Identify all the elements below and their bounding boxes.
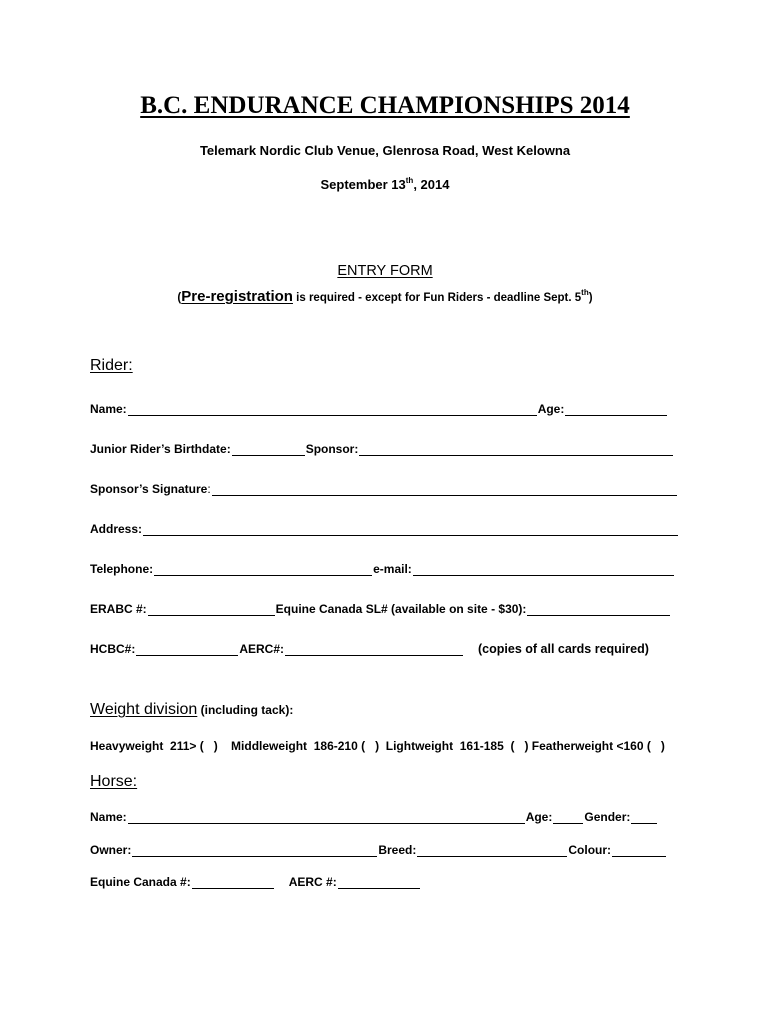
horse-aerc-field[interactable] <box>338 876 420 889</box>
hcbc-field[interactable] <box>136 643 238 656</box>
rider-name-field[interactable] <box>128 403 537 416</box>
breed-label: Breed: <box>378 843 417 857</box>
equine-canada-sl-label: Equine Canada SL# (available on site - $30): <box>275 602 527 616</box>
erabc-equine-row <box>90 602 671 616</box>
rider-name-row <box>90 402 668 416</box>
email-field[interactable] <box>413 563 674 576</box>
sponsor-field[interactable] <box>359 443 673 456</box>
preregistration-note <box>0 288 770 305</box>
sponsor-label: Sponsor: <box>305 442 359 456</box>
horse-name-row <box>90 810 658 824</box>
owner-field[interactable] <box>132 844 377 857</box>
horse-age-label: Age: <box>525 810 553 824</box>
owner-breed-colour-row <box>90 843 667 857</box>
horse-gender-label: Gender: <box>584 810 631 824</box>
prereg-close-paren: ) <box>588 292 593 304</box>
page-title: B.C. ENDURANCE CHAMPIONSHIPS 2014 <box>140 92 630 119</box>
event-date-text: September 13 <box>320 177 406 192</box>
rider-name-label: Name: <box>90 402 127 416</box>
prereg-open-paren: ( <box>177 292 182 304</box>
telephone-field[interactable] <box>154 563 372 576</box>
horse-name-field[interactable] <box>128 811 525 824</box>
weight-division-note: (including tack): <box>197 703 294 717</box>
hcbc-label: HCBC#: <box>90 642 136 656</box>
junior-sponsor-row <box>90 442 674 456</box>
sponsor-signature-row <box>90 482 678 496</box>
venue-line: Telemark Nordic Club Venue, Glenrosa Road, West Kelowna <box>199 143 571 158</box>
owner-label: Owner: <box>90 843 132 857</box>
horse-section-heading: Horse: <box>90 773 138 790</box>
junior-birthdate-field[interactable] <box>232 443 305 456</box>
breed-field[interactable] <box>417 844 567 857</box>
horse-age-field[interactable] <box>553 811 583 824</box>
weight-division-label: Weight division <box>90 701 198 718</box>
horse-gender-field[interactable] <box>631 811 657 824</box>
prereg-text: is required - except for Fun Riders - deadline Sept. 5 <box>292 292 582 304</box>
address-label: Address: <box>90 522 143 536</box>
event-date-year: , 2014 <box>413 177 450 192</box>
erabc-label: ERABC #: <box>90 602 147 616</box>
erabc-field[interactable] <box>148 603 275 616</box>
weight-division-options[interactable]: Heavyweight 211> ( ) Middleweight 186-210 ( ) Lightweight 161-185 ( ) Featherweight <160 ( ) <box>90 739 665 753</box>
equine-canada-sl-field[interactable] <box>527 603 670 616</box>
telephone-email-row <box>90 562 675 576</box>
hcbc-aerc-row <box>90 642 649 656</box>
prereg-emphasis: Pre-registration <box>181 288 293 305</box>
rider-section-heading: Rider: <box>90 357 133 374</box>
weight-division-heading <box>90 701 293 719</box>
event-date-sup: th <box>405 176 414 185</box>
prereg-sup: th <box>581 288 589 297</box>
entry-form-heading: ENTRY FORM <box>337 263 433 279</box>
address-field[interactable] <box>143 523 678 536</box>
telephone-label: Telephone: <box>90 562 154 576</box>
copies-note: (copies of all cards required) <box>478 642 649 656</box>
horse-aerc-label: AERC #: <box>288 875 337 889</box>
horse-name-label: Name: <box>90 810 127 824</box>
rider-aerc-field[interactable] <box>285 643 463 656</box>
horse-equine-canada-label: Equine Canada #: <box>90 875 191 889</box>
colour-field[interactable] <box>612 844 666 857</box>
rider-age-field[interactable] <box>565 403 667 416</box>
colour-label: Colour: <box>568 843 612 857</box>
email-label: e-mail: <box>373 562 412 576</box>
horse-equine-canada-field[interactable] <box>192 876 274 889</box>
sponsor-signature-field[interactable] <box>212 483 677 496</box>
event-date <box>0 177 770 192</box>
rider-age-label: Age: <box>537 402 565 416</box>
address-row <box>90 522 679 536</box>
sponsor-signature-colon: : <box>207 482 211 496</box>
rider-aerc-label: AERC#: <box>239 642 285 656</box>
junior-birthdate-label: Junior Rider’s Birthdate: <box>90 442 231 456</box>
sponsor-signature-label: Sponsor’s Signature <box>90 482 208 496</box>
horse-equine-aerc-row <box>90 875 421 889</box>
